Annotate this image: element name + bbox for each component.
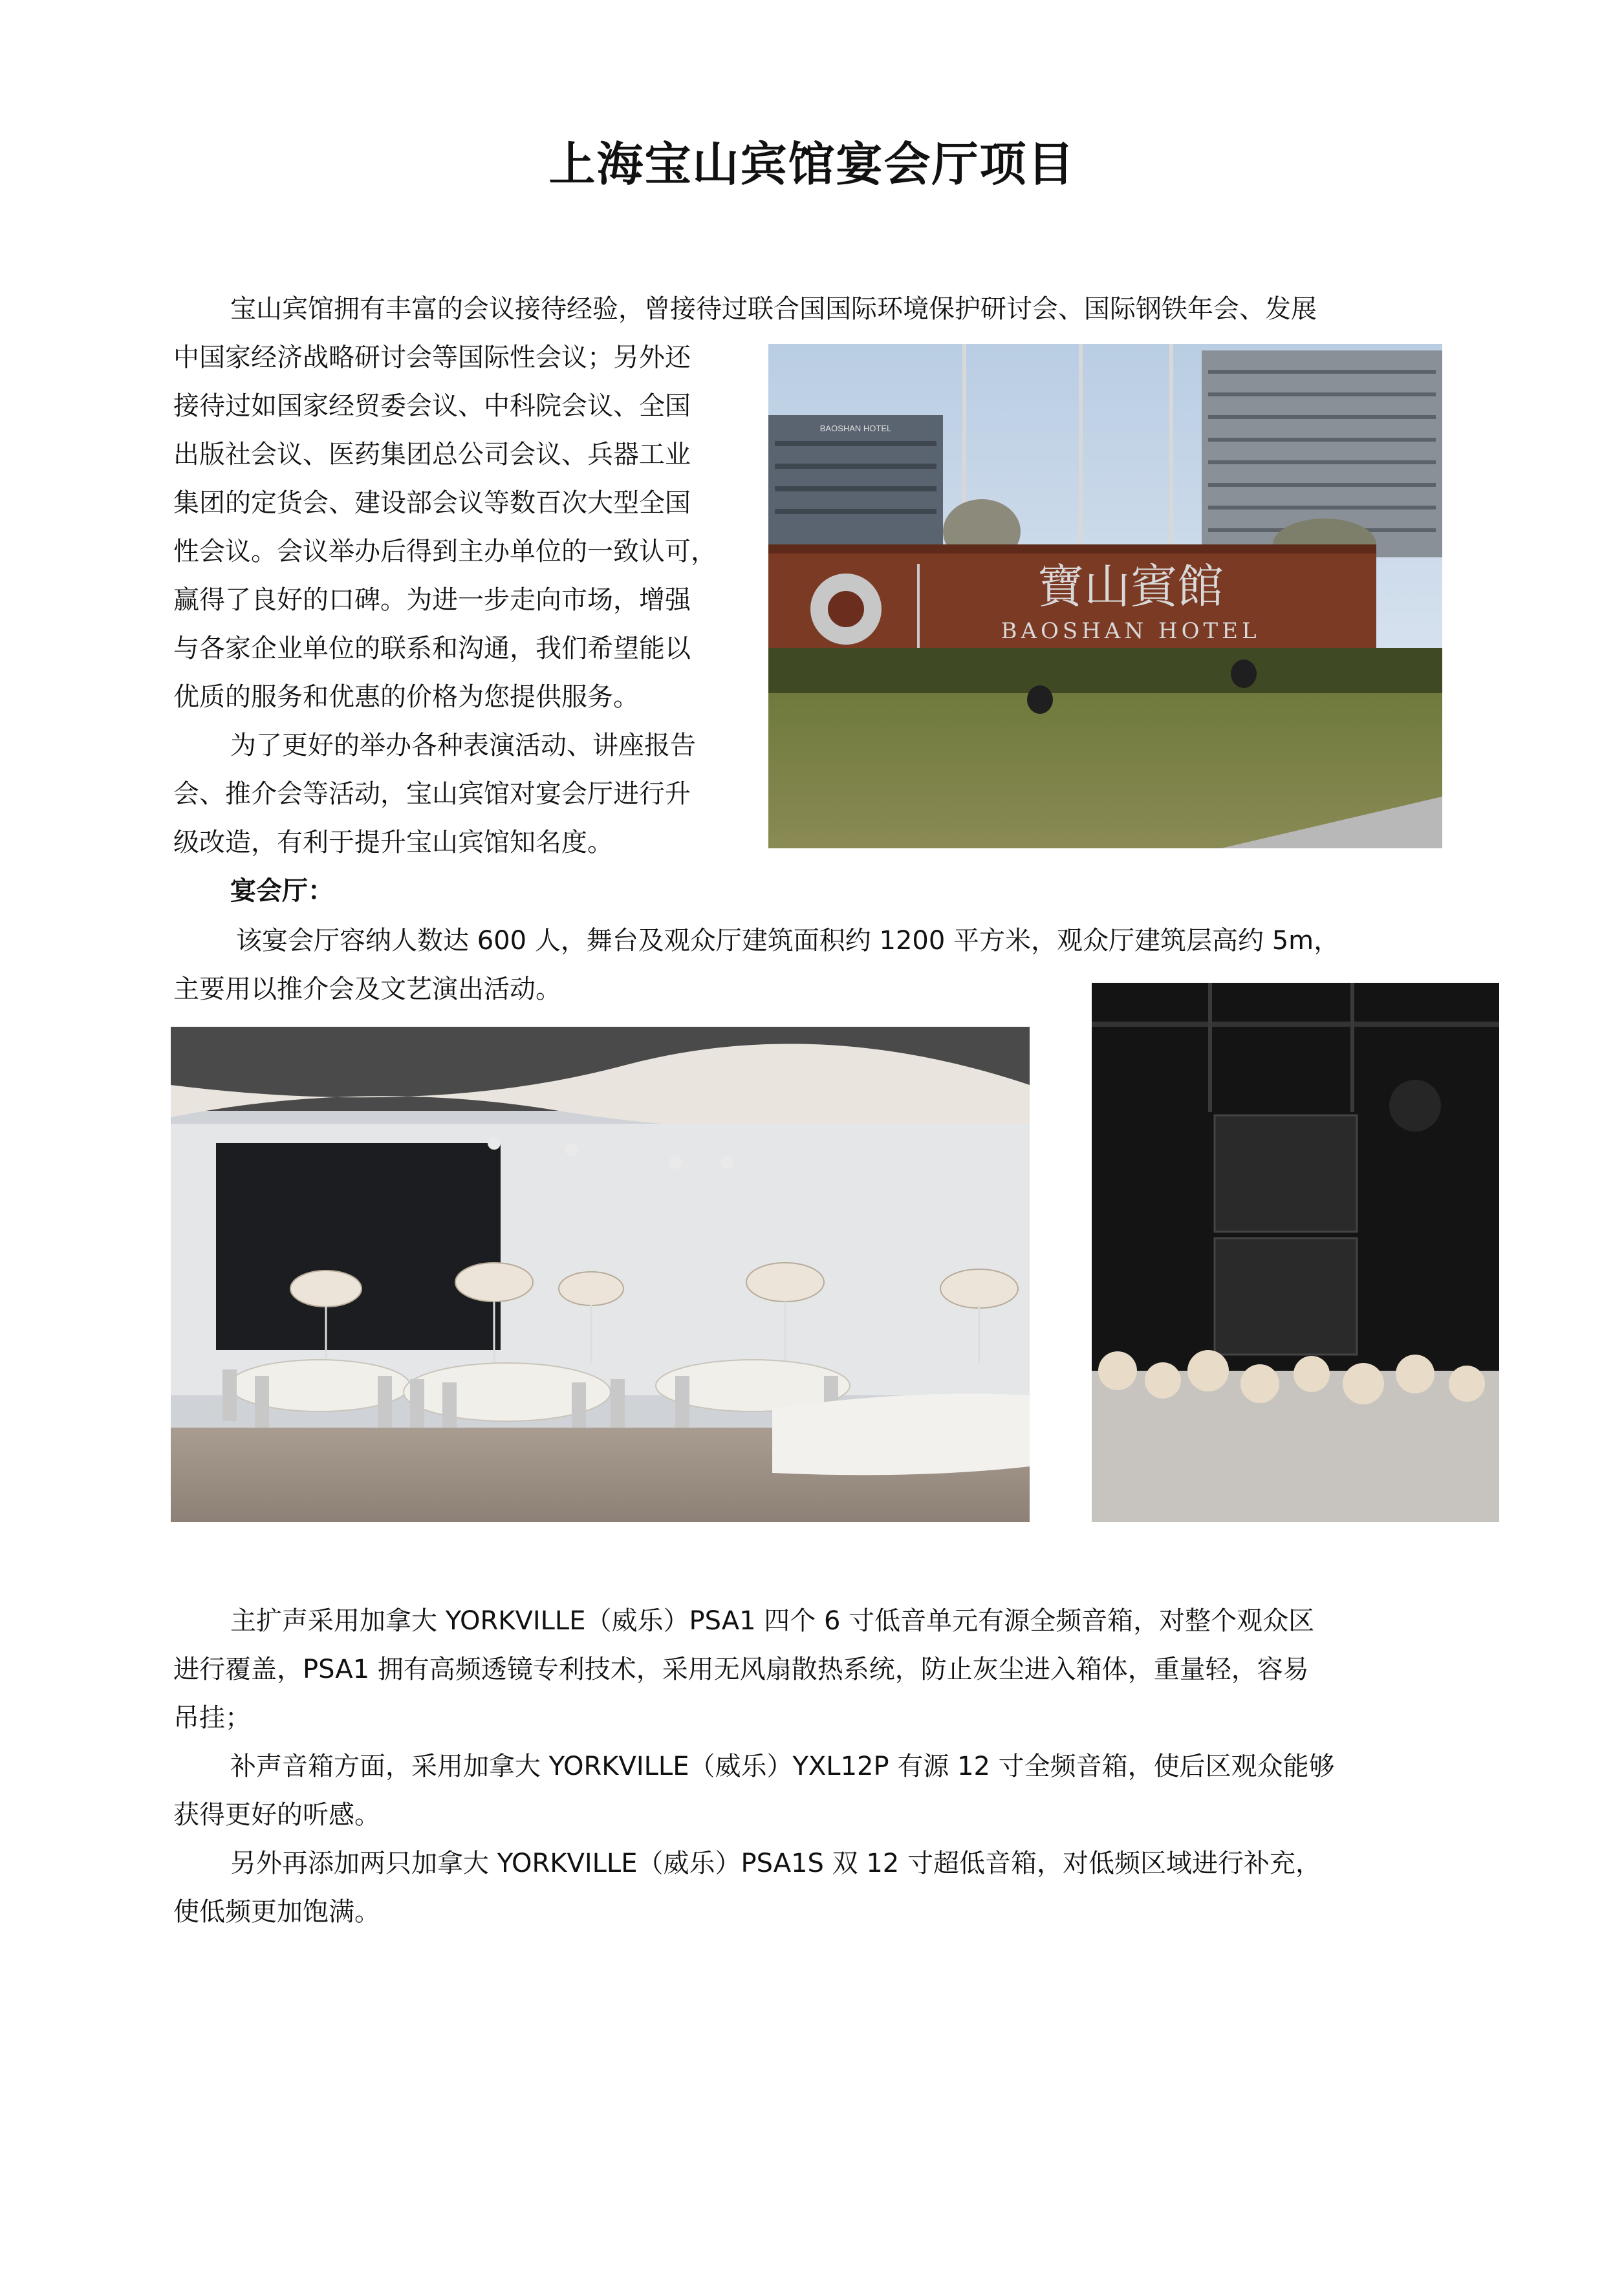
intro-line: 出版社会议、医药集团总公司会议、兵器工业 xyxy=(173,440,691,469)
intro-line: 级改造，有利于提升宝山宾馆知名度。 xyxy=(173,828,613,857)
page-title: 上海宝山宾馆宴会厅项目 xyxy=(548,137,1076,191)
hall-line: 该宴会厅容纳人数达 600 人，舞台及观众厅建筑面积约 1200 平方米，观众厅建筑层高约 5m， xyxy=(236,926,1340,956)
speaker-line: 主扩声采用加拿大 YORKVILLE（威乐）PSA1 四个 6 寸低音单元有源全频音箱，对整个观众区 xyxy=(230,1606,1315,1636)
intro-line: 集团的定货会、建设部会议等数百次大型全国 xyxy=(173,488,691,518)
intro-line: 赢得了良好的口碑。为进一步走向市场，增强 xyxy=(173,585,691,615)
hall-line: 主要用以推介会及文艺演出活动。 xyxy=(173,974,561,1004)
hall-heading: 宴会厅： xyxy=(230,876,334,906)
speaker-line: 进行覆盖，PSA1 拥有高频透镜专利技术，采用无风扇散热系统，防止灰尘进入箱体，重量轻，容易 xyxy=(173,1655,1309,1684)
building-sign-text: BAOSHAN HOTEL xyxy=(819,424,892,433)
intro-line: 性会议。会议举办后得到主办单位的一致认可， xyxy=(173,537,717,566)
speaker-line: 使低频更加饱满。 xyxy=(173,1897,380,1927)
banquet-hall-photo xyxy=(171,1027,1030,1522)
intro-line: 会、推介会等活动，宝山宾馆对宴会厅进行升 xyxy=(173,779,691,809)
speaker-line: 获得更好的听感。 xyxy=(173,1800,380,1830)
speaker-line: 补声音箱方面，采用加拿大 YORKVILLE（威乐）YXL12P 有源 12 寸全频音箱，使后区观众能够 xyxy=(230,1752,1335,1781)
speaker-line: 吊挂； xyxy=(173,1703,251,1733)
sign-english-text: BAOSHAN HOTEL xyxy=(1001,618,1261,644)
intro-line: 中国家经济战略研讨会等国际性会议；另外还 xyxy=(173,343,691,372)
intro-line: 与各家企业单位的联系和沟通，我们希望能以 xyxy=(173,634,691,663)
sign-chinese-text: 寶山賓館 xyxy=(1037,559,1224,614)
intro-line: 接待过如国家经贸委会议、中科院会议、全国 xyxy=(173,391,691,421)
intro-line: 为了更好的举办各种表演活动、讲座报告 xyxy=(230,731,696,760)
speaker-photo xyxy=(1092,983,1499,1522)
hotel-entrance-photo xyxy=(768,344,1442,848)
intro-line: 宝山宾馆拥有丰富的会议接待经验，曾接待过联合国国际环境保护研讨会、国际钢铁年会、发展 xyxy=(230,294,1317,324)
speaker-line: 另外再添加两只加拿大 YORKVILLE（威乐）PSA1S 双 12 寸超低音箱，对低频区域进行补充， xyxy=(230,1849,1321,1878)
intro-line: 优质的服务和优惠的价格为您提供服务。 xyxy=(173,682,639,712)
